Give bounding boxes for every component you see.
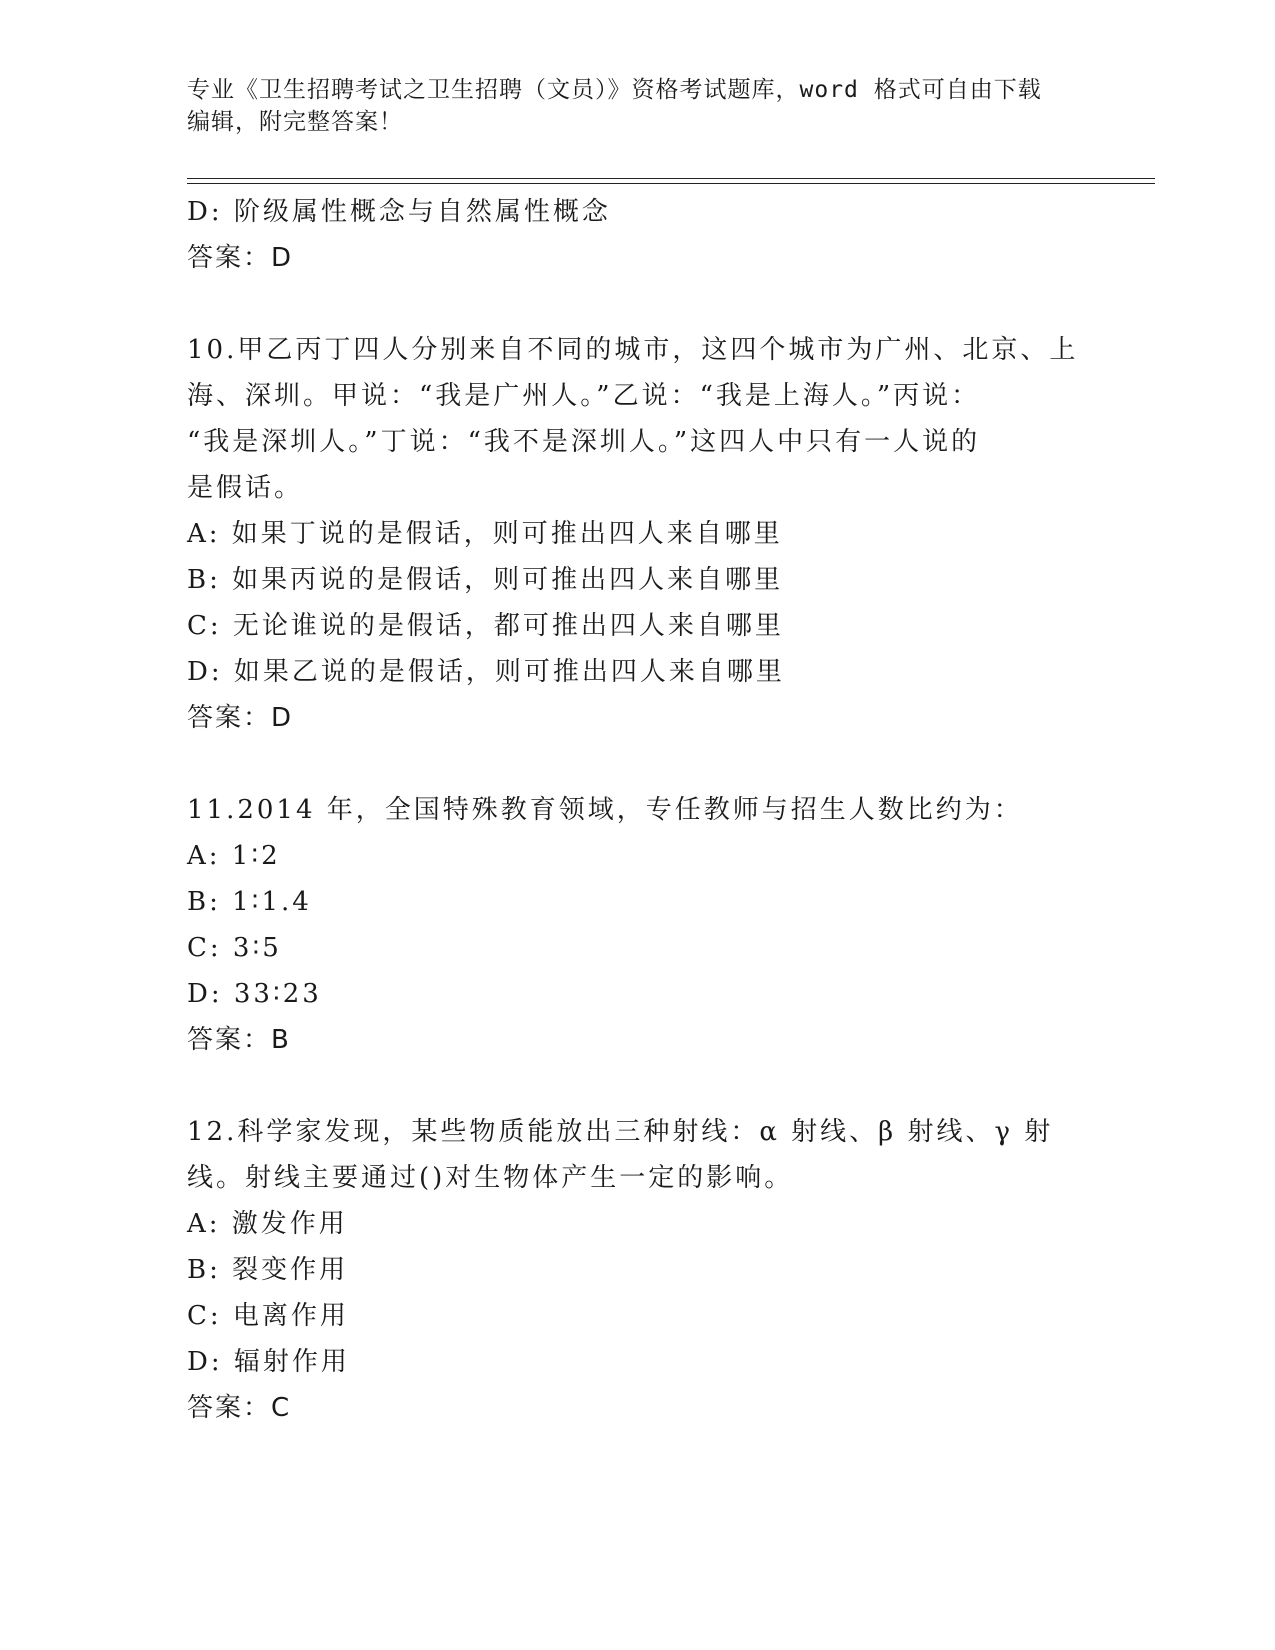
document-header [187,74,1067,138]
document-body [187,189,1079,1431]
option-a: A: 激发作用 [187,1209,348,1239]
question-stem-line: 线。射线主要通过()对生物体产生一定的影响。 [187,1163,794,1193]
question-stem-line: 11.2014 年，全国特殊教育领域，专任教师与招生人数比约为： [187,795,1023,825]
option-d: D: 阶级属性概念与自然属性概念 [187,197,611,227]
header-line-2: 编辑，附完整答案！ [187,109,403,135]
answer-line: 答案：D [187,703,294,733]
header-divider-bottom [187,183,1155,184]
answer-line: 答案：C [187,1393,292,1423]
option-c: C: 无论谁说的是假话，都可推出四人来自哪里 [187,611,784,641]
spacer [187,281,1067,327]
question-10 [187,327,1079,741]
option-a: A: 1∶2 [187,841,281,871]
option-b: B: 裂变作用 [187,1255,349,1285]
answer-line: 答案：B [187,1025,291,1055]
question-11 [187,787,1067,1063]
answer-line: 答案：D [187,243,294,273]
option-c: C: 3∶5 [187,933,282,963]
question-stem-line: 海、深圳。甲说：“我是广州人。”乙说：“我是上海人。”丙说： [187,381,981,411]
question-12 [187,1109,1067,1431]
spacer [187,741,1067,787]
option-c: C: 电离作用 [187,1301,349,1331]
question-stem-line: 10.甲乙丙丁四人分别来自不同的城市，这四个城市为广州、北京、上 [187,335,1079,365]
question-stem-line: 12.科学家发现，某些物质能放出三种射线：α 射线、β 射线、γ 射 [187,1117,1054,1147]
spacer [187,1063,1067,1109]
header-line-1: 专业《卫生招聘考试之卫生招聘（文员）》资格考试题库，word 格式可自由下载 [187,77,1042,103]
question-stem-line: 是假话。 [187,473,304,503]
question-stem-line: “我是深圳人。”丁说：“我不是深圳人。”这四人中只有一人说的 [187,427,981,457]
option-b: B: 如果丙说的是假话，则可推出四人来自哪里 [187,565,784,595]
option-d: D: 辐射作用 [187,1347,350,1377]
option-a: A: 如果丁说的是假话，则可推出四人来自哪里 [187,519,783,549]
option-d: D: 如果乙说的是假话，则可推出四人来自哪里 [187,657,785,687]
option-d: D: 33∶23 [187,979,322,1009]
option-b: B: 1∶1.4 [187,887,312,917]
header-divider-top [187,178,1155,179]
